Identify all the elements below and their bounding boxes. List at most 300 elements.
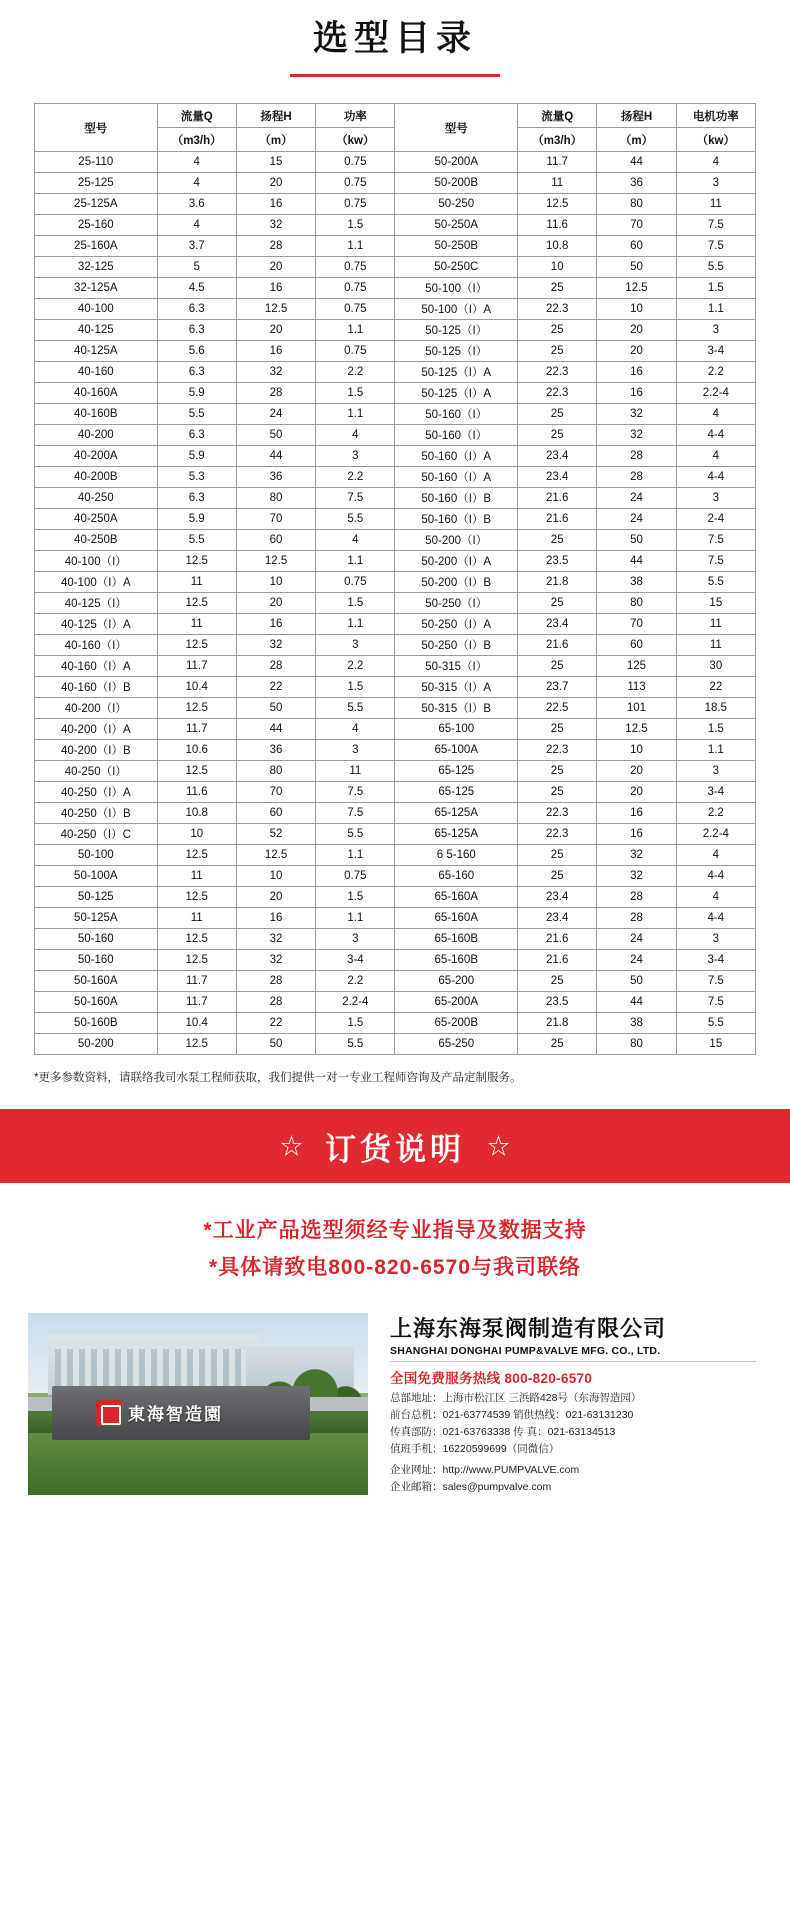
cell-left-power: 5.5: [316, 698, 395, 719]
cell-right-head: 16: [597, 803, 676, 824]
cell-right-head: 24: [597, 950, 676, 971]
cell-left-model: 50-160: [35, 929, 158, 950]
cell-left-head: 20: [236, 593, 315, 614]
web-line[interactable]: 企业网址：http://www.PUMPVALVE.com: [390, 1464, 580, 1477]
cell-right-power: 3: [676, 320, 755, 341]
table-row: [35, 530, 756, 551]
cell-right-flow: 21.6: [518, 929, 597, 950]
cell-left-model: 50-200: [35, 1034, 158, 1055]
cell-right-model: 50-200（I）B: [395, 572, 518, 593]
cell-left-flow: 11: [157, 572, 236, 593]
table-row: [35, 866, 756, 887]
cell-right-model: 65-200A: [395, 992, 518, 1013]
cell-left-head: 28: [236, 971, 315, 992]
cell-left-model: 40-250（I）B: [35, 803, 158, 824]
cell-right-head: 20: [597, 320, 676, 341]
table-row: [35, 341, 756, 362]
table-row: [35, 782, 756, 803]
cell-left-model: 50-125: [35, 887, 158, 908]
cell-left-flow: 5: [157, 257, 236, 278]
cell-left-power: 3: [316, 446, 395, 467]
cell-right-head: 50: [597, 530, 676, 551]
cell-left-head: 70: [236, 509, 315, 530]
table-row: [35, 950, 756, 971]
cell-right-power: 5.5: [676, 257, 755, 278]
cell-left-flow: 12.5: [157, 551, 236, 572]
cell-right-model: 50-100（I）: [395, 278, 518, 299]
cell-left-model: 50-160A: [35, 992, 158, 1013]
cell-left-head: 28: [236, 383, 315, 404]
table-row: [35, 845, 756, 866]
table-row: [35, 152, 756, 173]
cell-left-power: 1.5: [316, 215, 395, 236]
cell-right-head: 32: [597, 866, 676, 887]
cell-left-model: 40-250A: [35, 509, 158, 530]
cell-right-head: 24: [597, 929, 676, 950]
cell-right-power: 3: [676, 173, 755, 194]
cell-right-flow: 25: [518, 404, 597, 425]
spec-table: [34, 103, 756, 1055]
cell-right-model: 65-125: [395, 761, 518, 782]
header-left-head-unit: （m）: [236, 128, 315, 152]
cell-right-flow: 22.3: [518, 383, 597, 404]
cell-right-flow: 23.5: [518, 992, 597, 1013]
cell-right-power: 4: [676, 152, 755, 173]
cell-left-power: 0.75: [316, 866, 395, 887]
cell-left-flow: 11: [157, 908, 236, 929]
cell-left-model: 40-100（I）: [35, 551, 158, 572]
cell-left-power: 0.75: [316, 173, 395, 194]
cell-right-model: 50-160（I）B: [395, 509, 518, 530]
table-row: [35, 488, 756, 509]
cell-right-model: 50-200A: [395, 152, 518, 173]
cell-right-head: 44: [597, 152, 676, 173]
cell-left-model: 40-200（I）A: [35, 719, 158, 740]
cell-right-model: 50-160（I）: [395, 404, 518, 425]
cell-right-model: 50-100（I）A: [395, 299, 518, 320]
cell-left-model: 50-100A: [35, 866, 158, 887]
cell-left-head: 28: [236, 992, 315, 1013]
cell-left-flow: 12.5: [157, 698, 236, 719]
cell-left-head: 60: [236, 803, 315, 824]
table-row: [35, 824, 756, 845]
cell-right-model: 50-250B: [395, 236, 518, 257]
header-right-power-line1: 电机功率: [676, 104, 755, 128]
cell-left-power: 1.5: [316, 383, 395, 404]
cell-left-model: 40-200（I）: [35, 698, 158, 719]
cell-left-model: 25-110: [35, 152, 158, 173]
table-row: [35, 593, 756, 614]
cell-right-model: 50-315（I）A: [395, 677, 518, 698]
cell-right-head: 32: [597, 404, 676, 425]
cell-right-head: 32: [597, 425, 676, 446]
cell-right-head: 36: [597, 173, 676, 194]
cell-right-power: 2.2: [676, 362, 755, 383]
cell-right-power: 3-4: [676, 341, 755, 362]
cell-left-power: 7.5: [316, 803, 395, 824]
company-name-cn: 上海东海泵阀制造有限公司: [390, 1315, 667, 1341]
cell-right-flow: 25: [518, 761, 597, 782]
cell-left-model: 25-160: [35, 215, 158, 236]
cell-right-flow: 23.4: [518, 887, 597, 908]
cell-right-head: 16: [597, 362, 676, 383]
cell-left-flow: 12.5: [157, 1034, 236, 1055]
footer: [0, 1313, 790, 1523]
web-line[interactable]: 企业邮箱：sales@pumpvalve.com: [390, 1481, 552, 1494]
table-row: [35, 278, 756, 299]
factory-photo: [28, 1313, 368, 1495]
cell-left-model: 40-125（I）: [35, 593, 158, 614]
cell-right-model: 65-200: [395, 971, 518, 992]
cell-left-model: 32-125: [35, 257, 158, 278]
cell-left-model: 40-160（I）: [35, 635, 158, 656]
cell-left-flow: 5.3: [157, 467, 236, 488]
cell-right-head: 24: [597, 509, 676, 530]
cell-left-head: 20: [236, 257, 315, 278]
cell-right-flow: 23.4: [518, 614, 597, 635]
cell-left-flow: 11: [157, 614, 236, 635]
cell-right-power: 4-4: [676, 908, 755, 929]
cell-right-flow: 21.8: [518, 1013, 597, 1034]
cell-right-flow: 23.4: [518, 467, 597, 488]
cell-right-power: 5.5: [676, 572, 755, 593]
cell-right-power: 1.5: [676, 719, 755, 740]
header-row: [35, 104, 756, 128]
cell-right-model: 50-250: [395, 194, 518, 215]
cell-right-head: 10: [597, 299, 676, 320]
cell-left-power: 1.5: [316, 1013, 395, 1034]
cell-left-head: 16: [236, 341, 315, 362]
cell-left-flow: 12.5: [157, 950, 236, 971]
cell-left-power: 0.75: [316, 257, 395, 278]
cell-left-flow: 4: [157, 152, 236, 173]
cell-left-head: 28: [236, 656, 315, 677]
company-name-en: SHANGHAI DONGHAI PUMP&VALVE MFG. CO., LTD.: [390, 1345, 661, 1358]
cell-right-head: 24: [597, 488, 676, 509]
cell-left-flow: 6.3: [157, 488, 236, 509]
cell-left-head: 12.5: [236, 551, 315, 572]
table-row: [35, 887, 756, 908]
cell-right-model: 65-250: [395, 1034, 518, 1055]
cell-left-power: 0.75: [316, 278, 395, 299]
cell-left-flow: 4: [157, 173, 236, 194]
cell-left-head: 12.5: [236, 299, 315, 320]
cell-right-head: 50: [597, 257, 676, 278]
cell-right-flow: 22.5: [518, 698, 597, 719]
cell-right-head: 80: [597, 1034, 676, 1055]
cell-left-flow: 11.7: [157, 971, 236, 992]
cell-right-power: 15: [676, 593, 755, 614]
cell-right-power: 3: [676, 761, 755, 782]
cell-left-power: 3: [316, 929, 395, 950]
cell-left-flow: 12.5: [157, 593, 236, 614]
cell-right-head: 70: [597, 614, 676, 635]
cell-left-power: 5.5: [316, 1034, 395, 1055]
cell-right-flow: 25: [518, 866, 597, 887]
cell-left-head: 50: [236, 698, 315, 719]
cell-right-power: 3: [676, 929, 755, 950]
header-right-power-unit: （kw）: [676, 128, 755, 152]
table-row: [35, 635, 756, 656]
photo-sign-text-group: [96, 1393, 307, 1433]
cell-right-power: 22: [676, 677, 755, 698]
cell-right-flow: 25: [518, 593, 597, 614]
cell-right-power: 18.5: [676, 698, 755, 719]
header-left-model: 型号: [35, 104, 158, 152]
cell-right-model: 50-160（I）A: [395, 467, 518, 488]
table-row: [35, 908, 756, 929]
table-row: [35, 1013, 756, 1034]
cell-left-flow: 6.3: [157, 299, 236, 320]
cell-left-flow: 10.4: [157, 677, 236, 698]
cell-left-head: 12.5: [236, 845, 315, 866]
cell-left-power: 1.1: [316, 551, 395, 572]
cell-right-flow: 21.8: [518, 572, 597, 593]
cell-left-power: 0.75: [316, 152, 395, 173]
cell-left-head: 16: [236, 194, 315, 215]
spec-table-wrap: [0, 77, 790, 1055]
cell-right-head: 32: [597, 845, 676, 866]
table-row: [35, 299, 756, 320]
cell-left-head: 16: [236, 278, 315, 299]
cell-right-flow: 25: [518, 341, 597, 362]
cell-left-flow: 3.7: [157, 236, 236, 257]
cell-right-model: 50-125（I）A: [395, 383, 518, 404]
cell-left-model: 40-125: [35, 320, 158, 341]
photo-windows: [55, 1349, 245, 1385]
cell-right-head: 125: [597, 656, 676, 677]
header-left-power-line1: 功率: [316, 104, 395, 128]
cell-left-power: 1.1: [316, 404, 395, 425]
cell-left-model: 25-125: [35, 173, 158, 194]
cell-right-power: 3-4: [676, 782, 755, 803]
cell-left-model: 40-250（I）C: [35, 824, 158, 845]
cell-right-flow: 23.7: [518, 677, 597, 698]
cell-left-flow: 11.6: [157, 782, 236, 803]
cell-right-model: 50-315（I）B: [395, 698, 518, 719]
cell-left-flow: 12.5: [157, 887, 236, 908]
cell-right-model: 65-200B: [395, 1013, 518, 1034]
cell-left-head: 50: [236, 425, 315, 446]
cell-left-flow: 11.7: [157, 719, 236, 740]
cell-right-power: 7.5: [676, 236, 755, 257]
cell-left-flow: 11.7: [157, 656, 236, 677]
cell-right-head: 16: [597, 824, 676, 845]
cell-left-power: 1.1: [316, 320, 395, 341]
cell-right-model: 50-200（I）: [395, 530, 518, 551]
cell-right-head: 80: [597, 194, 676, 215]
cell-right-flow: 12.5: [518, 194, 597, 215]
cell-left-head: 32: [236, 635, 315, 656]
cell-left-power: 3: [316, 635, 395, 656]
table-row: [35, 1034, 756, 1055]
cell-left-power: 0.75: [316, 194, 395, 215]
page-title: 选型目录: [312, 19, 477, 58]
cell-right-power: 1.5: [676, 278, 755, 299]
cell-right-model: 65-160A: [395, 887, 518, 908]
cell-left-flow: 3.6: [157, 194, 236, 215]
cell-right-flow: 21.6: [518, 950, 597, 971]
spec-table-body: [35, 152, 756, 1055]
header-left-power-unit: （kw）: [316, 128, 395, 152]
cell-right-power: 7.5: [676, 530, 755, 551]
cell-right-power: 4: [676, 845, 755, 866]
cell-right-head: 60: [597, 236, 676, 257]
cell-right-head: 28: [597, 446, 676, 467]
cell-right-head: 20: [597, 761, 676, 782]
company-logo-icon: [96, 1400, 122, 1426]
cell-left-model: 40-100: [35, 299, 158, 320]
cell-right-flow: 23.4: [518, 908, 597, 929]
cell-right-flow: 25: [518, 656, 597, 677]
table-row: [35, 467, 756, 488]
cell-left-model: 40-250（I）: [35, 761, 158, 782]
table-row: [35, 236, 756, 257]
cell-right-power: 7.5: [676, 551, 755, 572]
cell-right-head: 28: [597, 467, 676, 488]
cell-right-head: 38: [597, 1013, 676, 1034]
cell-right-head: 50: [597, 971, 676, 992]
cell-right-flow: 22.3: [518, 299, 597, 320]
cell-right-flow: 10.8: [518, 236, 597, 257]
cell-right-model: 65-160: [395, 866, 518, 887]
cell-right-power: 7.5: [676, 992, 755, 1013]
cell-right-model: 65-125A: [395, 824, 518, 845]
cell-right-power: 4: [676, 887, 755, 908]
table-row: [35, 362, 756, 383]
cell-left-head: 32: [236, 215, 315, 236]
cell-left-head: 80: [236, 761, 315, 782]
cell-left-power: 0.75: [316, 341, 395, 362]
cell-left-model: 50-125A: [35, 908, 158, 929]
cell-left-power: 2.2: [316, 656, 395, 677]
notice-line-1: *工业产品选型须经专业指导及数据支持: [203, 1219, 587, 1243]
cell-right-model: 50-250C: [395, 257, 518, 278]
cell-right-model: 6 5-160: [395, 845, 518, 866]
cell-right-flow: 22.3: [518, 803, 597, 824]
cell-left-power: 2.2-4: [316, 992, 395, 1013]
cell-right-model: 50-160（I）A: [395, 446, 518, 467]
cell-left-flow: 12.5: [157, 761, 236, 782]
cell-right-head: 20: [597, 782, 676, 803]
cell-right-model: 65-160B: [395, 929, 518, 950]
table-row: [35, 194, 756, 215]
star-icon-left: ☆: [280, 1132, 303, 1159]
cell-left-flow: 6.3: [157, 362, 236, 383]
cell-right-model: 65-100A: [395, 740, 518, 761]
cell-right-flow: 21.6: [518, 635, 597, 656]
cell-right-flow: 21.6: [518, 509, 597, 530]
cell-left-power: 4: [316, 425, 395, 446]
cell-right-power: 7.5: [676, 971, 755, 992]
table-row: [35, 509, 756, 530]
cell-right-head: 113: [597, 677, 676, 698]
cell-right-model: 50-125（I）A: [395, 362, 518, 383]
cell-left-model: 40-250（I）A: [35, 782, 158, 803]
cell-right-power: 2.2-4: [676, 824, 755, 845]
cell-right-model: 50-125（I）: [395, 341, 518, 362]
cell-left-head: 80: [236, 488, 315, 509]
cell-left-flow: 10.4: [157, 1013, 236, 1034]
cell-right-model: 65-125A: [395, 803, 518, 824]
contact-line: 传真部防：021-63763338 传 真：021-63134513: [390, 1426, 616, 1439]
cell-left-head: 22: [236, 677, 315, 698]
star-icon-right: ☆: [487, 1132, 510, 1159]
header-right-flow-line1: 流量Q: [518, 104, 597, 128]
notice-block: [0, 1183, 790, 1313]
cell-right-power: 11: [676, 194, 755, 215]
cell-right-flow: 25: [518, 278, 597, 299]
cell-right-flow: 11: [518, 173, 597, 194]
cell-right-head: 20: [597, 341, 676, 362]
table-row: [35, 929, 756, 950]
cell-left-power: 1.5: [316, 887, 395, 908]
table-row: [35, 971, 756, 992]
cell-right-model: 50-315（I）: [395, 656, 518, 677]
cell-right-model: 65-125: [395, 782, 518, 803]
cell-left-power: 0.75: [316, 572, 395, 593]
table-row: [35, 761, 756, 782]
cell-left-power: 1.5: [316, 677, 395, 698]
cell-left-flow: 5.9: [157, 509, 236, 530]
cell-left-flow: 10: [157, 824, 236, 845]
cell-left-flow: 12.5: [157, 929, 236, 950]
spec-table-head: [35, 104, 756, 152]
cell-right-power: 4: [676, 404, 755, 425]
cell-right-head: 38: [597, 572, 676, 593]
cell-right-head: 10: [597, 740, 676, 761]
cell-right-model: 50-250A: [395, 215, 518, 236]
cell-right-power: 3: [676, 488, 755, 509]
cell-left-head: 22: [236, 1013, 315, 1034]
cell-left-head: 24: [236, 404, 315, 425]
cell-right-power: 1.1: [676, 299, 755, 320]
cell-right-power: 4-4: [676, 425, 755, 446]
cell-right-model: 50-250（I）: [395, 593, 518, 614]
cell-right-flow: 25: [518, 845, 597, 866]
cell-left-model: 50-160: [35, 950, 158, 971]
cell-left-flow: 11: [157, 866, 236, 887]
cell-left-model: 50-100: [35, 845, 158, 866]
contact-line: 前台总机：021-63774539 销供热线：021-63131230: [390, 1409, 634, 1422]
cell-left-model: 40-200（I）B: [35, 740, 158, 761]
cell-left-flow: 12.5: [157, 635, 236, 656]
cell-left-flow: 5.5: [157, 404, 236, 425]
cell-left-head: 44: [236, 719, 315, 740]
cell-right-flow: 23.4: [518, 446, 597, 467]
cell-left-head: 10: [236, 572, 315, 593]
cell-right-power: 7.5: [676, 215, 755, 236]
cell-left-flow: 6.3: [157, 425, 236, 446]
contact-lines: [390, 1390, 756, 1458]
cell-left-head: 70: [236, 782, 315, 803]
table-row: [35, 404, 756, 425]
cell-right-power: 11: [676, 635, 755, 656]
cell-left-flow: 6.3: [157, 320, 236, 341]
table-row: [35, 383, 756, 404]
cell-right-flow: 10: [518, 257, 597, 278]
cell-left-power: 7.5: [316, 782, 395, 803]
cell-left-model: 40-160A: [35, 383, 158, 404]
order-instructions-banner: [0, 1109, 790, 1183]
cell-right-flow: 11.6: [518, 215, 597, 236]
cell-left-model: 40-160B: [35, 404, 158, 425]
cell-left-power: 4: [316, 719, 395, 740]
cell-left-power: 2.2: [316, 467, 395, 488]
cell-left-power: 3-4: [316, 950, 395, 971]
cell-right-flow: 22.3: [518, 824, 597, 845]
table-row: [35, 425, 756, 446]
